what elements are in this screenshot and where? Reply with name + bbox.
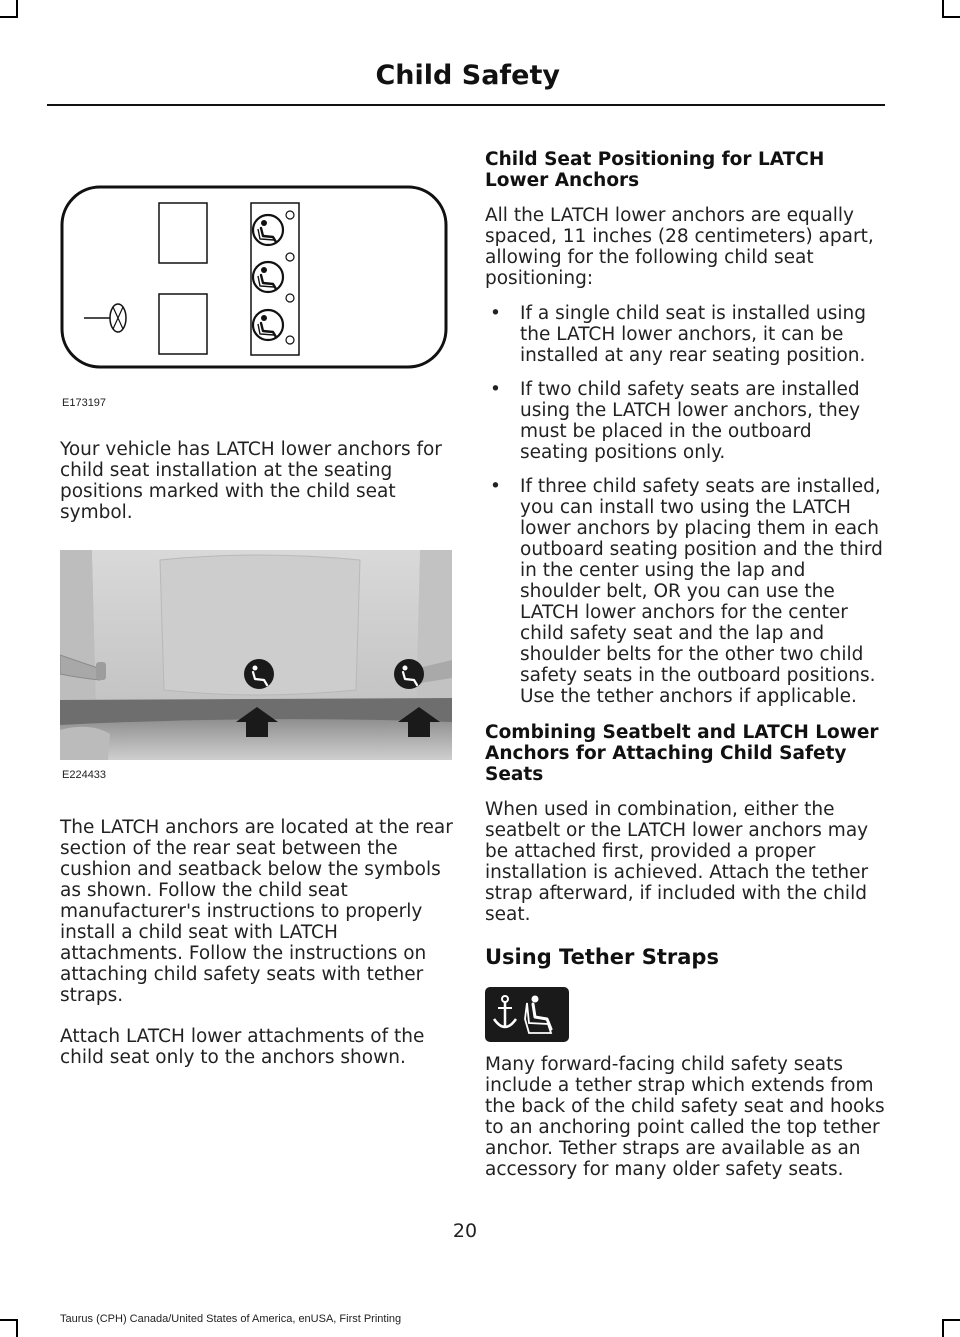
section-heading: Child Seat Positioning for LATCH Lower Anchors (485, 149, 825, 191)
list-item: • If three child safety seats are installed, you can install two using the LATCH lower anchors by placing them in each outboard seating position and the third in the center using the lap and shoulder belt, OR you can use the LATCH lower anchors for the center child safety seat and the lap and shoulder belts for the other two child safety seats in the outboard positions. Use the tether anchors if applicable. (485, 476, 885, 707)
latch-location-paragraph: The LATCH anchors are located at the rear section of the rear seat between the cushion and seatback below the symbols as shown. Follow the child seat manufacturer's instructions to properly install a child seat with LATCH attachments. Follow the instructions on attaching child safety seats with tether straps. (60, 817, 453, 1006)
child-seat-symbol-icon (244, 659, 274, 689)
footer-text: Taurus (CPH) Canada/United States of America, enUSA, First Printing (60, 1313, 402, 1325)
combined-paragraph: When used in combination, either the seatbelt or the LATCH lower anchors may be attached first, provided a proper installation is achieved. Attach the tether strap afterward, if included with the child seat. (485, 799, 869, 925)
section-heading: Using Tether Straps (485, 945, 719, 969)
child-seat-symbol-icon (253, 215, 283, 245)
child-seat-symbol-icon (253, 310, 283, 340)
tether-anchor-icon (485, 987, 569, 1042)
positioning-intro: All the LATCH lower anchors are equally spaced, 11 inches (28 centimeters) apart, allowing for the following child seat positioning: (485, 205, 874, 289)
crop-mark (0, 16, 18, 18)
seat-layout-diagram (60, 185, 450, 375)
right-column (485, 149, 885, 1180)
tether-paragraph: Many forward-facing child safety seats include a tether strap which extends from the back of the child safety seat and hooks to an anchoring point called the top tether anchor. Tether straps are available as an accessory for many older safety seats. (485, 1054, 885, 1180)
positioning-list (485, 303, 885, 707)
header-divider (47, 104, 885, 106)
child-seat-symbol-icon (394, 659, 424, 689)
crop-mark (942, 16, 960, 18)
crop-mark (942, 1319, 944, 1337)
front-passenger-seat (159, 203, 207, 263)
page-title: Child Safety (375, 60, 560, 91)
figure-code: E173197 (62, 397, 107, 409)
section-heading: Combining Seatbelt and LATCH Lower Anchors for Attaching Child Safety Seats (485, 722, 879, 785)
intro-paragraph: Your vehicle has LATCH lower anchors for child seat installation at the seating positions marked with the child seat symbol. (60, 439, 442, 523)
page-number: 20 (452, 1220, 478, 1242)
crop-mark (0, 1319, 18, 1321)
tether-anchor-markers (286, 211, 294, 344)
figure-code: E224433 (62, 769, 107, 781)
driver-seat (159, 294, 207, 354)
list-item: • If two child safety seats are installed using the LATCH lower anchors, they must be placed in the outboard seating positions only. (485, 379, 885, 463)
rear-seat-photo (60, 550, 452, 760)
child-seat-symbol-icon (253, 262, 283, 292)
list-item: • If a single child seat is installed using the LATCH lower anchors, it can be installed at any rear seating position. (485, 303, 885, 366)
left-column (60, 185, 455, 1068)
crop-mark (16, 1319, 18, 1337)
crop-mark (942, 1319, 960, 1321)
latch-attach-paragraph: Attach LATCH lower attachments of the child seat only to the anchors shown. (60, 1026, 425, 1068)
